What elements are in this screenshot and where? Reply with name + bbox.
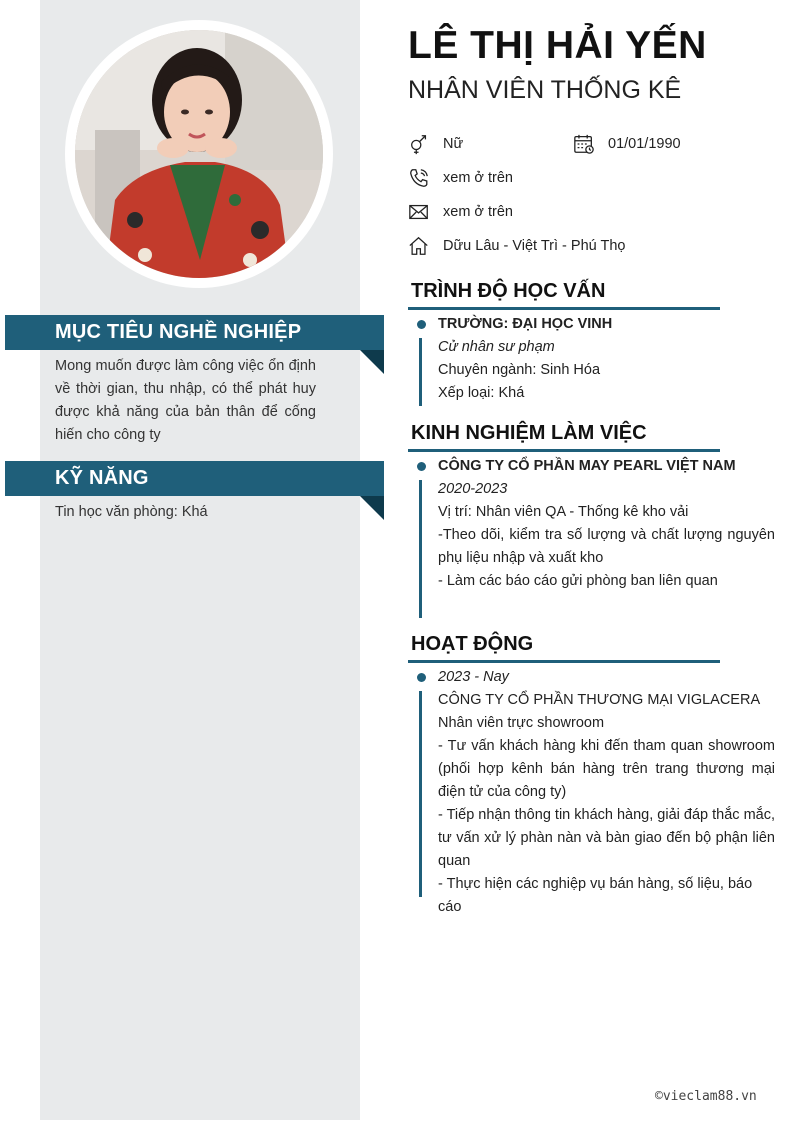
education-entry [438, 313, 775, 405]
activities-timeline [419, 691, 422, 897]
experience-period: 2020-2023 [438, 481, 508, 497]
home-icon [408, 235, 430, 257]
activities-underline [408, 660, 720, 663]
experience-timeline [419, 480, 422, 618]
experience-company: CÔNG TY CỔ PHẦN MAY PEARL VIỆT NAM [438, 458, 736, 474]
envelope-icon [408, 201, 430, 223]
education-major: Chuyên ngành: Sinh Hóa [438, 362, 601, 378]
experience-duty: -Theo dõi, kiểm tra số lượng và chất lượng nguyên phụ liệu nhập và xuất kho [438, 527, 775, 566]
email-row [408, 200, 513, 224]
education-degree: Cử nhân sư phạm [438, 339, 555, 355]
experience-underline [408, 449, 720, 452]
activities-period: 2023 - Nay [438, 669, 509, 685]
avatar [75, 30, 323, 278]
experience-position: Vị trí: Nhân viên QA - Thống kê kho vải [438, 504, 689, 520]
birthday-value: 01/01/1990 [608, 136, 681, 152]
phone-row [408, 166, 513, 190]
email-value: xem ở trên [443, 204, 513, 220]
phone-value: xem ở trên [443, 170, 513, 186]
gender-icon [408, 133, 430, 155]
experience-heading: KINH NGHIỆM LÀM VIỆC [411, 422, 647, 444]
objective-heading: MỤC TIÊU NGHỀ NGHIỆP [5, 315, 384, 350]
calendar-icon [573, 133, 595, 155]
phone-icon [408, 167, 430, 189]
activities-duty: - Tư vấn khách hàng khi đến tham quan showroom (phối hợp kênh bán hàng trên trang thương mại điện tử của công ty) [438, 738, 775, 800]
experience-bullet [417, 462, 426, 471]
experience-duty: - Làm các báo cáo gửi phòng ban liên quan [438, 573, 718, 589]
skills-heading: KỸ NĂNG [5, 461, 384, 496]
objective-banner-fold [360, 350, 384, 374]
gender-value: Nữ [443, 136, 464, 152]
experience-entry [438, 455, 775, 593]
watermark: ©vieclam88.vn [655, 1089, 757, 1104]
activities-company: CÔNG TY CỔ PHẦN THƯƠNG MẠI VIGLACERA [438, 692, 761, 708]
activities-bullet [417, 673, 426, 682]
skills-banner-fold [360, 496, 384, 520]
education-school: TRƯỜNG: ĐẠI HỌC VINH [438, 316, 613, 332]
education-bullet [417, 320, 426, 329]
activities-role: Nhân viên trực showroom [438, 715, 605, 731]
candidate-name: LÊ THỊ HẢI YẾN [408, 24, 707, 67]
address-value: Dữu Lâu - Việt Trì - Phú Thọ [443, 238, 626, 254]
address-row [408, 234, 625, 258]
gender-row [408, 132, 463, 156]
skills-text: Tin học văn phòng: Khá [55, 504, 208, 520]
objective-text: Mong muốn được làm công việc ổn định về thời gian, thu nhập, có thể phát huy được khả năng của bản thân để cống hiến cho công ty [55, 358, 316, 443]
activities-entry [438, 666, 775, 919]
education-underline [408, 307, 720, 310]
education-timeline [419, 338, 422, 406]
job-title: NHÂN VIÊN THỐNG KÊ [408, 76, 682, 104]
activities-duty: - Tiếp nhận thông tin khách hàng, giải đáp thắc mắc, tư vấn xử lý phàn nàn và bàn giao đến bộ phận liên quan [438, 807, 775, 869]
education-heading: TRÌNH ĐỘ HỌC VẤN [411, 280, 606, 302]
activities-heading: HOẠT ĐỘNG [411, 633, 534, 655]
education-rank: Xếp loại: Khá [438, 385, 525, 401]
birthday-row [573, 132, 681, 156]
activities-duty: - Thực hiện các nghiệp vụ bán hàng, số liệu, báo cáo [438, 876, 753, 915]
